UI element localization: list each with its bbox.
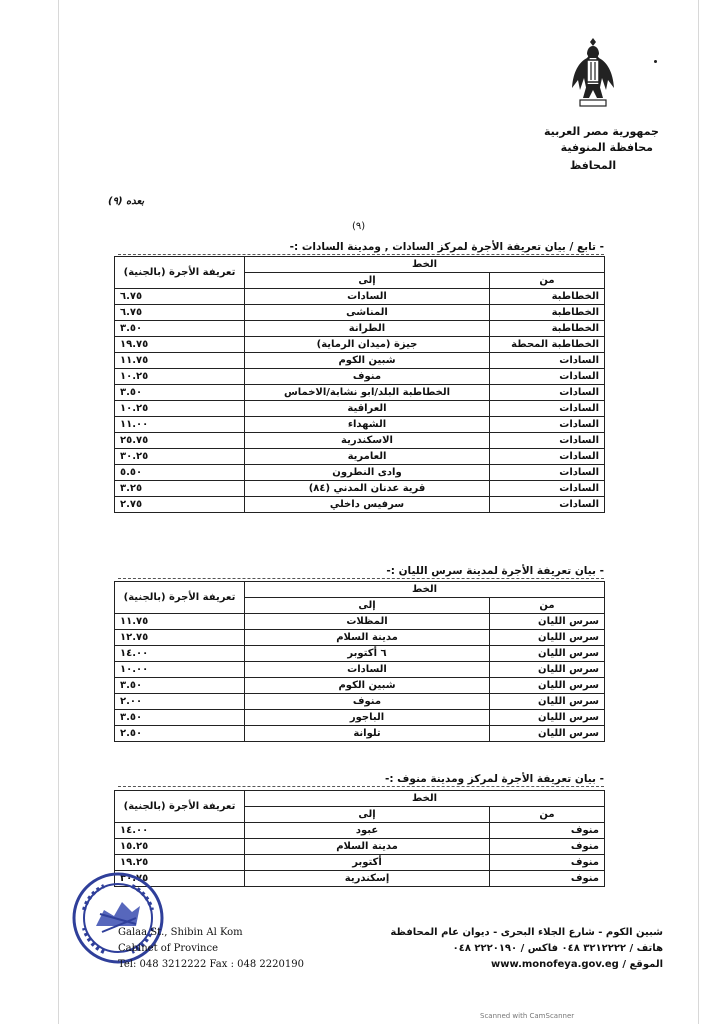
cell-fare: ٣.٥٠ bbox=[115, 678, 245, 694]
cell-to: منوف bbox=[245, 369, 490, 385]
cell-fare: ٣.٢٥ bbox=[115, 481, 245, 497]
table-row bbox=[115, 449, 605, 465]
col-from-header: من bbox=[490, 273, 605, 289]
table-row bbox=[115, 369, 605, 385]
table-header-row bbox=[115, 582, 605, 598]
header-country: جمهورية مصر العربية bbox=[544, 125, 659, 138]
cell-from: سرس الليان bbox=[490, 678, 605, 694]
eagle-emblem-icon bbox=[570, 34, 616, 120]
table-row bbox=[115, 385, 605, 401]
cell-to: العامرية bbox=[245, 449, 490, 465]
letterhead bbox=[523, 34, 663, 174]
col-line-header: الخط bbox=[245, 582, 605, 598]
cell-fare: ١١.٧٥ bbox=[115, 353, 245, 369]
cell-fare: ١٥.٢٥ bbox=[115, 839, 245, 855]
cell-from: منوف bbox=[490, 855, 605, 871]
fare-table bbox=[114, 790, 605, 887]
cell-fare: ١٠.٢٥ bbox=[115, 401, 245, 417]
cell-fare: ٢٥.٧٥ bbox=[115, 433, 245, 449]
cell-to: المظلات bbox=[245, 614, 490, 630]
fare-table bbox=[114, 581, 605, 742]
cell-from: السادات bbox=[490, 481, 605, 497]
cell-from: سرس الليان bbox=[490, 614, 605, 630]
scanner-watermark: Scanned with CamScanner bbox=[480, 1012, 575, 1020]
cell-fare: ٣٠.٢٥ bbox=[115, 449, 245, 465]
table-row bbox=[115, 871, 605, 887]
cell-to: ٦ أكتوبر bbox=[245, 646, 490, 662]
fare-table bbox=[114, 256, 605, 513]
cell-from: الخطاطبة bbox=[490, 289, 605, 305]
col-to-header: إلى bbox=[245, 273, 490, 289]
section-title: - بيان تعريفة الأجرة لمدينة سرس الليان :- bbox=[118, 564, 604, 579]
table-row bbox=[115, 726, 605, 742]
table-row bbox=[115, 465, 605, 481]
follow-label: بعده (٩) bbox=[108, 196, 145, 207]
footer-arabic bbox=[390, 925, 663, 973]
cell-fare: ٢.٧٥ bbox=[115, 497, 245, 513]
cell-from: سرس الليان bbox=[490, 630, 605, 646]
cell-fare: ١١.٠٠ bbox=[115, 417, 245, 433]
table-row bbox=[115, 417, 605, 433]
cell-fare: ١٩.٧٥ bbox=[115, 337, 245, 353]
footer-en-address: Galaa St., Shibin Al Kom bbox=[118, 927, 243, 938]
footer-site-url: www.monofeya.gov.eg bbox=[491, 959, 619, 970]
col-from-header: من bbox=[490, 807, 605, 823]
cell-to: السادات bbox=[245, 662, 490, 678]
cell-to: الباجور bbox=[245, 710, 490, 726]
footer-english bbox=[118, 925, 318, 973]
cell-from: سرس الليان bbox=[490, 726, 605, 742]
table-row bbox=[115, 855, 605, 871]
table-row bbox=[115, 662, 605, 678]
table-row bbox=[115, 630, 605, 646]
cell-to: وادى النطرون bbox=[245, 465, 490, 481]
cell-fare: ١٤.٠٠ bbox=[115, 646, 245, 662]
cell-to: قرية عدنان المدني (٨٤) bbox=[245, 481, 490, 497]
cell-fare: ٢.٥٠ bbox=[115, 726, 245, 742]
cell-to: مدينة السلام bbox=[245, 839, 490, 855]
cell-to: المناشى bbox=[245, 305, 490, 321]
cell-from: سرس الليان bbox=[490, 710, 605, 726]
table-row bbox=[115, 353, 605, 369]
cell-from: السادات bbox=[490, 385, 605, 401]
cell-to: شبين الكوم bbox=[245, 678, 490, 694]
footer-en-cabinet: Cabinet of Province bbox=[118, 943, 219, 954]
cell-fare: ٦.٧٥ bbox=[115, 289, 245, 305]
cell-from: السادات bbox=[490, 433, 605, 449]
cell-from: السادات bbox=[490, 401, 605, 417]
footer-ar-phone: هاتف / ٣٢١٢٢٢٢ ٠٤٨ فاكس / ٢٢٢٠١٩٠ ٠٤٨ bbox=[452, 943, 663, 954]
cell-fare: ١٢.٧٥ bbox=[115, 630, 245, 646]
table-row bbox=[115, 305, 605, 321]
col-fare-header: تعريفة الأجرة (بالجنية) bbox=[115, 582, 245, 614]
header-governorate: محافظة المنوفية bbox=[560, 141, 653, 154]
cell-to: تلوانة bbox=[245, 726, 490, 742]
section-title: - بيان تعريفة الأجرة لمركز ومدينة منوف :- bbox=[118, 772, 604, 787]
cell-fare: ١٠.٢٥ bbox=[115, 369, 245, 385]
cell-from: سرس الليان bbox=[490, 662, 605, 678]
table-row bbox=[115, 694, 605, 710]
table-row bbox=[115, 321, 605, 337]
cell-to: شبين الكوم bbox=[245, 353, 490, 369]
cell-to: سرفيس داخلي bbox=[245, 497, 490, 513]
col-to-header: إلى bbox=[245, 598, 490, 614]
table-row bbox=[115, 823, 605, 839]
cell-from: السادات bbox=[490, 497, 605, 513]
table-row bbox=[115, 337, 605, 353]
cell-from: السادات bbox=[490, 465, 605, 481]
footer-ar-site bbox=[393, 957, 663, 973]
cell-from: منوف bbox=[490, 839, 605, 855]
cell-fare: ٣.٥٠ bbox=[115, 321, 245, 337]
table-row bbox=[115, 289, 605, 305]
cell-to: مدينة السلام bbox=[245, 630, 490, 646]
cell-to: الطرانة bbox=[245, 321, 490, 337]
page-number: (٩) bbox=[352, 221, 366, 232]
cell-from: الخطاطبة المحطة bbox=[490, 337, 605, 353]
footer-ar-address: شبين الكوم - شارع الجلاء البحرى - ديوان عام المحافظة bbox=[390, 927, 663, 938]
cell-from: سرس الليان bbox=[490, 694, 605, 710]
cell-to: الشهداء bbox=[245, 417, 490, 433]
cell-from: الخطاطبة bbox=[490, 305, 605, 321]
footer-site-label: الموقع / bbox=[622, 959, 663, 970]
cell-to: إسكندرية bbox=[245, 871, 490, 887]
cell-to: العراقية bbox=[245, 401, 490, 417]
cell-fare: ٢.٠٠ bbox=[115, 694, 245, 710]
cell-from: سرس الليان bbox=[490, 646, 605, 662]
table-row bbox=[115, 678, 605, 694]
cell-fare: ١١.٧٥ bbox=[115, 614, 245, 630]
table-row bbox=[115, 710, 605, 726]
cell-from: السادات bbox=[490, 449, 605, 465]
table-row bbox=[115, 839, 605, 855]
table-row bbox=[115, 497, 605, 513]
cell-from: السادات bbox=[490, 417, 605, 433]
table-row bbox=[115, 481, 605, 497]
section-title: - تابع / بيان تعريفة الأجرة لمركز السادات , ومدينة السادات :- bbox=[118, 240, 604, 255]
table-row bbox=[115, 401, 605, 417]
col-line-header: الخط bbox=[245, 791, 605, 807]
header-governor: المحافظ bbox=[569, 159, 617, 172]
page-edge-left bbox=[58, 0, 59, 1024]
cell-fare: ٦.٧٥ bbox=[115, 305, 245, 321]
page-edge-right bbox=[698, 0, 699, 1024]
footer-en-phone: Tel: 048 3212222 Fax : 048 2220190 bbox=[118, 959, 304, 970]
col-from-header: من bbox=[490, 598, 605, 614]
cell-to: الاسكندرية bbox=[245, 433, 490, 449]
cell-to: منوف bbox=[245, 694, 490, 710]
table-header-row bbox=[115, 791, 605, 807]
cell-from: الخطاطبة bbox=[490, 321, 605, 337]
col-fare-header: تعريفة الأجرة (بالجنية) bbox=[115, 791, 245, 823]
cell-fare: ١٩.٢٥ bbox=[115, 855, 245, 871]
cell-to: السادات bbox=[245, 289, 490, 305]
cell-to: الخطاطبة البلد/ابو نشابة/الاخماس bbox=[245, 385, 490, 401]
cell-to: جيزة (ميدان الرماية) bbox=[245, 337, 490, 353]
cell-to: عبود bbox=[245, 823, 490, 839]
col-to-header: إلى bbox=[245, 807, 490, 823]
col-fare-header: تعريفة الأجرة (بالجنية) bbox=[115, 257, 245, 289]
cell-fare: ٣٠.٧٥ bbox=[115, 871, 245, 887]
cell-from: السادات bbox=[490, 353, 605, 369]
cell-fare: ١٠.٠٠ bbox=[115, 662, 245, 678]
cell-fare: ٣.٥٠ bbox=[115, 710, 245, 726]
table-row bbox=[115, 433, 605, 449]
cell-from: منوف bbox=[490, 823, 605, 839]
cell-from: منوف bbox=[490, 871, 605, 887]
table-row bbox=[115, 614, 605, 630]
table-row bbox=[115, 646, 605, 662]
cell-to: أكتوبر bbox=[245, 855, 490, 871]
cell-fare: ٥.٥٠ bbox=[115, 465, 245, 481]
cell-fare: ١٤.٠٠ bbox=[115, 823, 245, 839]
cell-from: السادات bbox=[490, 369, 605, 385]
col-line-header: الخط bbox=[245, 257, 605, 273]
cell-fare: ٣.٥٠ bbox=[115, 385, 245, 401]
table-header-row bbox=[115, 257, 605, 273]
